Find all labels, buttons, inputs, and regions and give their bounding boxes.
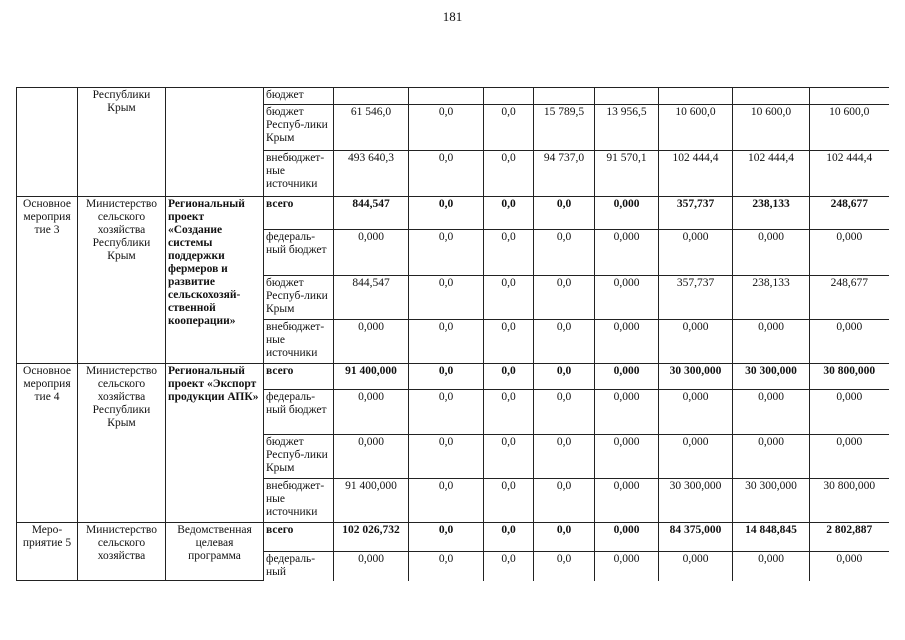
value-cell: 0,0 xyxy=(484,197,534,230)
value-cell: 94 737,0 xyxy=(534,151,595,197)
value-cell: 0,0 xyxy=(484,276,534,320)
executor-cell: Министерство сельского хозяйства xyxy=(78,523,166,581)
value-cell: 30 300,000 xyxy=(659,479,733,523)
value-cell: 0,0 xyxy=(484,364,534,390)
value-cell xyxy=(409,88,484,105)
value-cell: 102 444,4 xyxy=(810,151,889,197)
source-cell: федераль-ный xyxy=(264,552,334,581)
value-cell: 0,000 xyxy=(659,320,733,364)
value-cell: 91 400,000 xyxy=(334,364,409,390)
value-cell xyxy=(733,88,810,105)
value-cell: 84 375,000 xyxy=(659,523,733,552)
budget-table xyxy=(16,87,889,581)
program-cell: Региональный проект «Экспорт продукции АПК» xyxy=(166,364,264,523)
value-cell: 0,0 xyxy=(409,479,484,523)
value-cell: 0,000 xyxy=(595,364,659,390)
value-cell: 0,0 xyxy=(534,197,595,230)
value-cell: 238,133 xyxy=(733,197,810,230)
value-cell: 0,000 xyxy=(733,320,810,364)
value-cell: 2 802,887 xyxy=(810,523,889,552)
value-cell: 0,0 xyxy=(409,364,484,390)
event-cell: Основное мероприя тие 4 xyxy=(17,364,78,523)
value-cell xyxy=(484,88,534,105)
value-cell: 0,0 xyxy=(409,523,484,552)
event-cell xyxy=(17,88,78,197)
value-cell: 0,0 xyxy=(409,320,484,364)
value-cell: 102 444,4 xyxy=(733,151,810,197)
value-cell: 0,0 xyxy=(484,390,534,435)
value-cell: 10 600,0 xyxy=(659,105,733,151)
value-cell: 0,000 xyxy=(595,552,659,581)
page-number: 181 xyxy=(442,9,463,24)
value-cell: 248,677 xyxy=(810,276,889,320)
value-cell: 0,0 xyxy=(534,552,595,581)
value-cell: 102 026,732 xyxy=(334,523,409,552)
value-cell: 0,000 xyxy=(810,552,889,581)
value-cell: 357,737 xyxy=(659,276,733,320)
event-cell: Меро-приятие 5 xyxy=(17,523,78,581)
value-cell: 0,0 xyxy=(484,230,534,276)
executor-cell: Министерство сельского хозяйства Республики Крым xyxy=(78,197,166,364)
value-cell: 0,000 xyxy=(334,230,409,276)
value-cell: 0,0 xyxy=(484,105,534,151)
event-cell: Основное мероприя тие 3 xyxy=(17,197,78,364)
value-cell: 0,000 xyxy=(334,552,409,581)
value-cell: 0,0 xyxy=(534,390,595,435)
value-cell: 0,000 xyxy=(810,230,889,276)
value-cell: 357,737 xyxy=(659,197,733,230)
value-cell: 0,0 xyxy=(534,276,595,320)
value-cell: 0,0 xyxy=(534,320,595,364)
source-cell: внебюджет-ные источники xyxy=(264,151,334,197)
value-cell: 10 600,0 xyxy=(733,105,810,151)
value-cell: 91 570,1 xyxy=(595,151,659,197)
source-cell: всего xyxy=(264,197,334,230)
value-cell: 91 400,000 xyxy=(334,479,409,523)
source-cell: внебюджет-ные источники xyxy=(264,479,334,523)
value-cell: 61 546,0 xyxy=(334,105,409,151)
program-cell: Ведомственная целевая программа xyxy=(166,523,264,581)
value-cell: 0,0 xyxy=(409,552,484,581)
value-cell: 0,000 xyxy=(595,523,659,552)
source-cell: бюджет Респуб-лики Крым xyxy=(264,105,334,151)
value-cell: 14 848,845 xyxy=(733,523,810,552)
table-row xyxy=(17,88,889,105)
program-cell: Региональный проект «Создание системы поддержки фермеров и развитие сельскохозяй-ственной кооперации» xyxy=(166,197,264,364)
source-cell: бюджет Респуб-лики Крым xyxy=(264,435,334,479)
table-row xyxy=(17,197,889,230)
value-cell: 248,677 xyxy=(810,197,889,230)
value-cell: 0,0 xyxy=(484,320,534,364)
value-cell: 0,000 xyxy=(595,479,659,523)
value-cell xyxy=(534,88,595,105)
value-cell: 493 640,3 xyxy=(334,151,409,197)
value-cell: 30 300,000 xyxy=(733,364,810,390)
value-cell: 0,0 xyxy=(409,230,484,276)
value-cell xyxy=(595,88,659,105)
source-cell: бюджет xyxy=(264,88,334,105)
value-cell: 0,000 xyxy=(810,390,889,435)
value-cell: 0,000 xyxy=(733,435,810,479)
executor-cell: Республики Крым xyxy=(78,88,166,197)
value-cell: 0,000 xyxy=(733,552,810,581)
value-cell: 844,547 xyxy=(334,276,409,320)
value-cell xyxy=(810,88,889,105)
value-cell: 0,0 xyxy=(484,552,534,581)
value-cell: 102 444,4 xyxy=(659,151,733,197)
value-cell: 0,0 xyxy=(534,230,595,276)
value-cell: 0,0 xyxy=(409,197,484,230)
value-cell: 0,0 xyxy=(409,390,484,435)
value-cell: 0,000 xyxy=(810,435,889,479)
value-cell: 0,0 xyxy=(534,364,595,390)
value-cell: 0,0 xyxy=(409,105,484,151)
value-cell: 0,000 xyxy=(733,390,810,435)
value-cell: 844,547 xyxy=(334,197,409,230)
value-cell: 30 300,000 xyxy=(659,364,733,390)
source-cell: бюджет Респуб-лики Крым xyxy=(264,276,334,320)
value-cell: 0,000 xyxy=(334,435,409,479)
table-row xyxy=(17,523,889,552)
value-cell xyxy=(659,88,733,105)
value-cell: 0,0 xyxy=(484,479,534,523)
value-cell: 0,000 xyxy=(659,552,733,581)
value-cell: 15 789,5 xyxy=(534,105,595,151)
value-cell: 30 800,000 xyxy=(810,364,889,390)
value-cell: 30 300,000 xyxy=(733,479,810,523)
value-cell: 0,000 xyxy=(334,390,409,435)
source-cell: всего xyxy=(264,523,334,552)
value-cell: 0,0 xyxy=(409,435,484,479)
value-cell: 0,000 xyxy=(595,197,659,230)
value-cell: 0,000 xyxy=(595,230,659,276)
value-cell: 0,0 xyxy=(484,151,534,197)
value-cell: 10 600,0 xyxy=(810,105,889,151)
source-cell: федераль-ный бюджет xyxy=(264,390,334,435)
value-cell: 0,0 xyxy=(484,523,534,552)
value-cell: 0,0 xyxy=(484,435,534,479)
value-cell: 0,000 xyxy=(595,320,659,364)
value-cell: 13 956,5 xyxy=(595,105,659,151)
value-cell: 0,0 xyxy=(409,276,484,320)
value-cell: 0,0 xyxy=(534,479,595,523)
program-cell xyxy=(166,88,264,197)
source-cell: внебюджет-ные источники xyxy=(264,320,334,364)
value-cell: 0,0 xyxy=(534,435,595,479)
value-cell: 0,000 xyxy=(595,390,659,435)
value-cell: 238,133 xyxy=(733,276,810,320)
value-cell: 30 800,000 xyxy=(810,479,889,523)
value-cell: 0,0 xyxy=(534,523,595,552)
value-cell: 0,000 xyxy=(659,435,733,479)
table-row xyxy=(17,364,889,390)
source-cell: федераль-ный бюджет xyxy=(264,230,334,276)
value-cell: 0,000 xyxy=(733,230,810,276)
value-cell: 0,000 xyxy=(334,320,409,364)
value-cell: 0,000 xyxy=(810,320,889,364)
value-cell: 0,000 xyxy=(659,390,733,435)
value-cell: 0,0 xyxy=(409,151,484,197)
source-cell: всего xyxy=(264,364,334,390)
value-cell: 0,000 xyxy=(595,435,659,479)
value-cell: 0,000 xyxy=(595,276,659,320)
value-cell: 0,000 xyxy=(659,230,733,276)
value-cell xyxy=(334,88,409,105)
executor-cell: Министерство сельского хозяйства Республики Крым xyxy=(78,364,166,523)
